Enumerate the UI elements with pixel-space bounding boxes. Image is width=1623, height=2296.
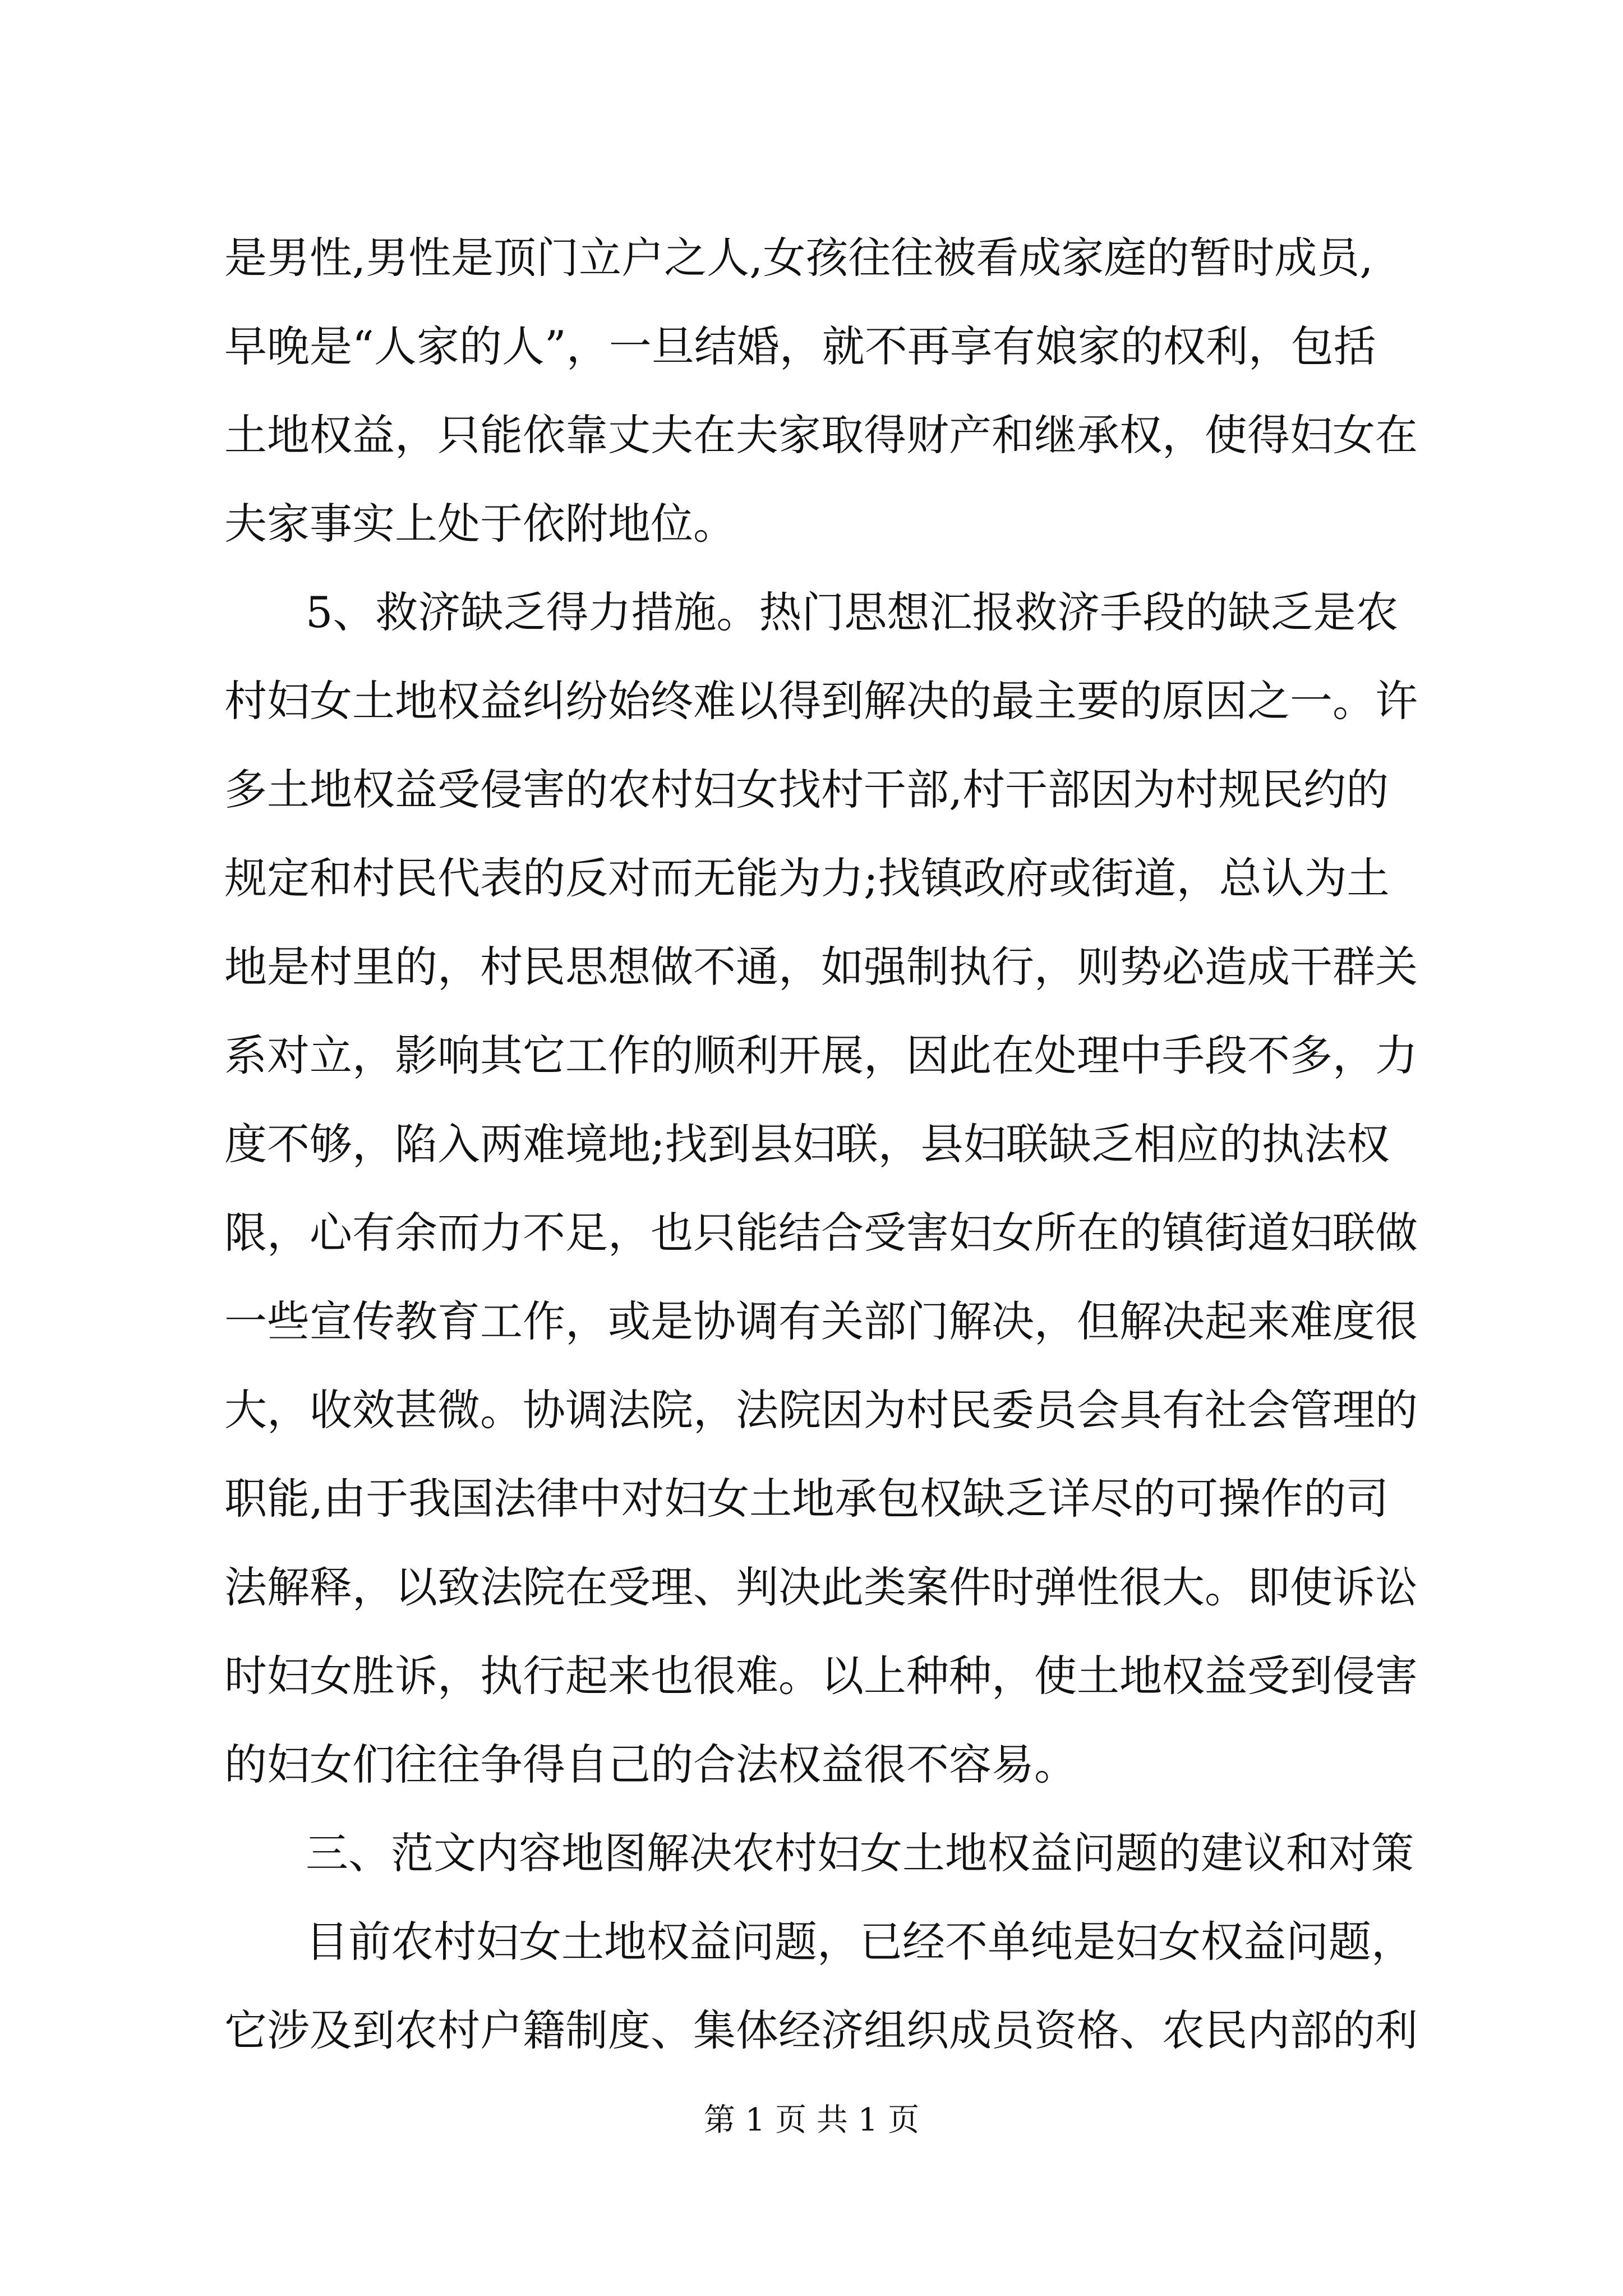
text-line: 职能,由于我国法律中对妇女土地承包权缺乏详尽的可操作的司 xyxy=(224,1474,1389,1524)
text-line: 目前农村妇女土地权益问题，已经不单纯是妇女权益问题， xyxy=(306,1917,1414,1967)
text-line: 早晚是“人家的人”，一旦结婚，就不再享有娘家的权利，包括 xyxy=(224,321,1376,371)
text-line: 度不够，陷入两难境地;找到县妇联，县妇联缺乏相应的执法权 xyxy=(224,1119,1390,1169)
text-line: 限，心有余而力不足，也只能结合受害妇女所在的镇街道妇联做 xyxy=(224,1208,1418,1258)
text-line: 多土地权益受侵害的农村妇女找村干部,村干部因为村规民约的 xyxy=(224,765,1389,815)
text-line: 三、范文内容地图解决农村妇女土地权益问题的建议和对策 xyxy=(306,1828,1414,1878)
text-line: 的妇女们往往争得自己的合法权益很不容易。 xyxy=(224,1740,1077,1789)
text-line: 夫家事实上处于依附地位。 xyxy=(224,499,736,549)
text-line: 系对立，影响其它工作的顺利开展，因此在处理中手段不多，力 xyxy=(224,1030,1418,1080)
text-line: 法解释，以致法院在受理、判决此类案件时弹性很大。即使诉讼 xyxy=(224,1562,1418,1612)
text-line: 规定和村民代表的反对而无能为力;找镇政府或街道，总认为土 xyxy=(224,853,1390,903)
text-line: 是男性,男性是顶门立户之人,女孩往往被看成家庭的暂时成员, xyxy=(224,233,1373,283)
text-line: 5、救济缺乏得力措施。热门思想汇报救济手段的缺乏是农 xyxy=(306,587,1399,637)
text-line: 时妇女胜诉，执行起来也很难。以上种种，使土地权益受到侵害 xyxy=(224,1651,1418,1701)
text-line: 村妇女土地权益纠纷始终难以得到解决的最主要的原因之一。许 xyxy=(224,676,1418,726)
text-line: 土地权益，只能依靠丈夫在夫家取得财产和继承权，使得妇女在 xyxy=(224,410,1418,460)
text-line: 它涉及到农村户籍制度、集体经济组织成员资格、农民内部的利 xyxy=(224,2005,1418,2055)
text-line: 一些宣传教育工作，或是协调有关部门解决，但解决起来难度很 xyxy=(224,1296,1418,1346)
text-line: 大，收效甚微。协调法院，法院因为村民委员会具有社会管理的 xyxy=(224,1385,1418,1435)
page-footer: 第 1 页 共 1 页 xyxy=(703,2102,920,2138)
text-line: 地是村里的，村民思想做不通，如强制执行，则势必造成干群关 xyxy=(224,942,1418,992)
